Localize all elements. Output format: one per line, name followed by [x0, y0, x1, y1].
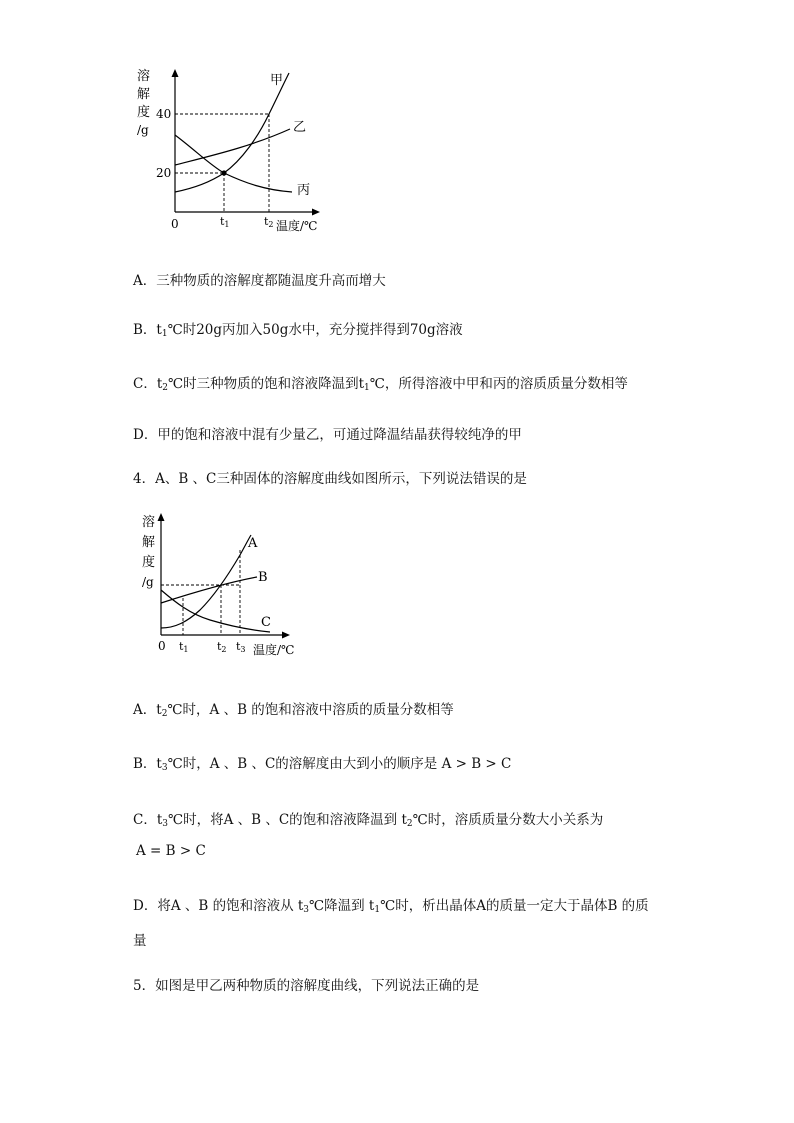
intersection-point — [221, 170, 226, 175]
x-axis-label: 温度/℃ — [253, 643, 295, 657]
x-tick-t3: t3 — [236, 640, 246, 654]
y-label-4: /g — [137, 123, 149, 137]
y-tick-40: 40 — [156, 107, 172, 121]
y-axis-arrow — [172, 69, 179, 77]
y-label-2: 解 — [137, 87, 151, 102]
solubility-chart-1 — [130, 65, 330, 240]
q4-option-c: C．$t_3℃$时，将A 、B 、C的饱和溶液降温到 $t_2℃$时，溶质质量分数大小关系为 — [133, 812, 604, 829]
x-tick-t2: t2 — [217, 640, 227, 654]
curve-b — [161, 577, 257, 603]
solubility-chart-2 — [135, 510, 315, 660]
q5-stem: 5．如图是甲乙两种物质的溶解度曲线，下列说法正确的是 — [133, 978, 480, 994]
series-label-yi: 乙 — [293, 120, 307, 135]
q4-option-d: D．将A 、B 的饱和溶液从 $t_3℃$降温到 $t_1℃$时，析出晶体A的质量一定大于晶体B 的质 — [133, 898, 649, 915]
y-label-2: 解 — [142, 535, 156, 550]
curve-bing — [175, 135, 292, 192]
series-label-jia: 甲 — [270, 73, 284, 88]
y-tick-20: 20 — [156, 166, 172, 180]
q4-option-a: A．$t_2℃$时，A 、B 的饱和溶液中溶质的质量分数相等 — [133, 702, 454, 719]
y-label-1: 溶 — [142, 515, 156, 530]
series-label-b: B — [258, 570, 268, 585]
origin-label: 0 — [171, 217, 179, 231]
q4-option-d-cont: 量 — [133, 933, 147, 949]
series-label-a: A — [248, 536, 258, 551]
x-tick-t2: t2 — [264, 215, 274, 229]
curve-jia — [175, 73, 289, 192]
q4-stem: 4．A、B 、C三种固体的溶解度曲线如图所示，下列说法错误的是 — [133, 471, 527, 487]
q3-option-d: D．甲的饱和溶液中混有少量乙，可通过降温结晶获得较纯净的甲 — [133, 427, 522, 443]
series-label-bing: 丙 — [297, 183, 311, 198]
x-tick-t1: t1 — [220, 215, 230, 229]
curve-yi — [175, 129, 290, 165]
x-axis-arrow — [312, 209, 320, 216]
x-axis-label: 温度/℃ — [276, 219, 318, 233]
q4-option-b: B．$t_3℃$时，A 、B 、C的溶解度由大到小的顺序是 A > B > C — [133, 756, 512, 773]
curve-c — [161, 590, 270, 632]
q3-option-a: A．三种物质的溶解度都随温度升高而增大 — [133, 273, 386, 289]
y-label-1: 溶 — [137, 69, 151, 84]
x-axis-arrow — [282, 632, 290, 639]
y-label-4: /g — [142, 575, 154, 589]
y-label-3: 度 — [142, 555, 156, 570]
series-label-c: C — [261, 615, 271, 630]
y-label-3: 度 — [137, 105, 151, 120]
q4-option-c-cont: A = B > C — [136, 843, 206, 859]
q3-option-b: B．$t_1℃$时20g丙加入50g水中，充分搅拌得到70g溶液 — [133, 322, 463, 339]
q3-option-c: C．$t_2℃$时三种物质的饱和溶液降温到$t_1℃$，所得溶液中甲和丙的溶质质量分数相等 — [133, 376, 628, 393]
y-axis-arrow — [158, 513, 165, 521]
x-tick-t1: t1 — [179, 640, 189, 654]
origin-label: 0 — [158, 639, 166, 653]
